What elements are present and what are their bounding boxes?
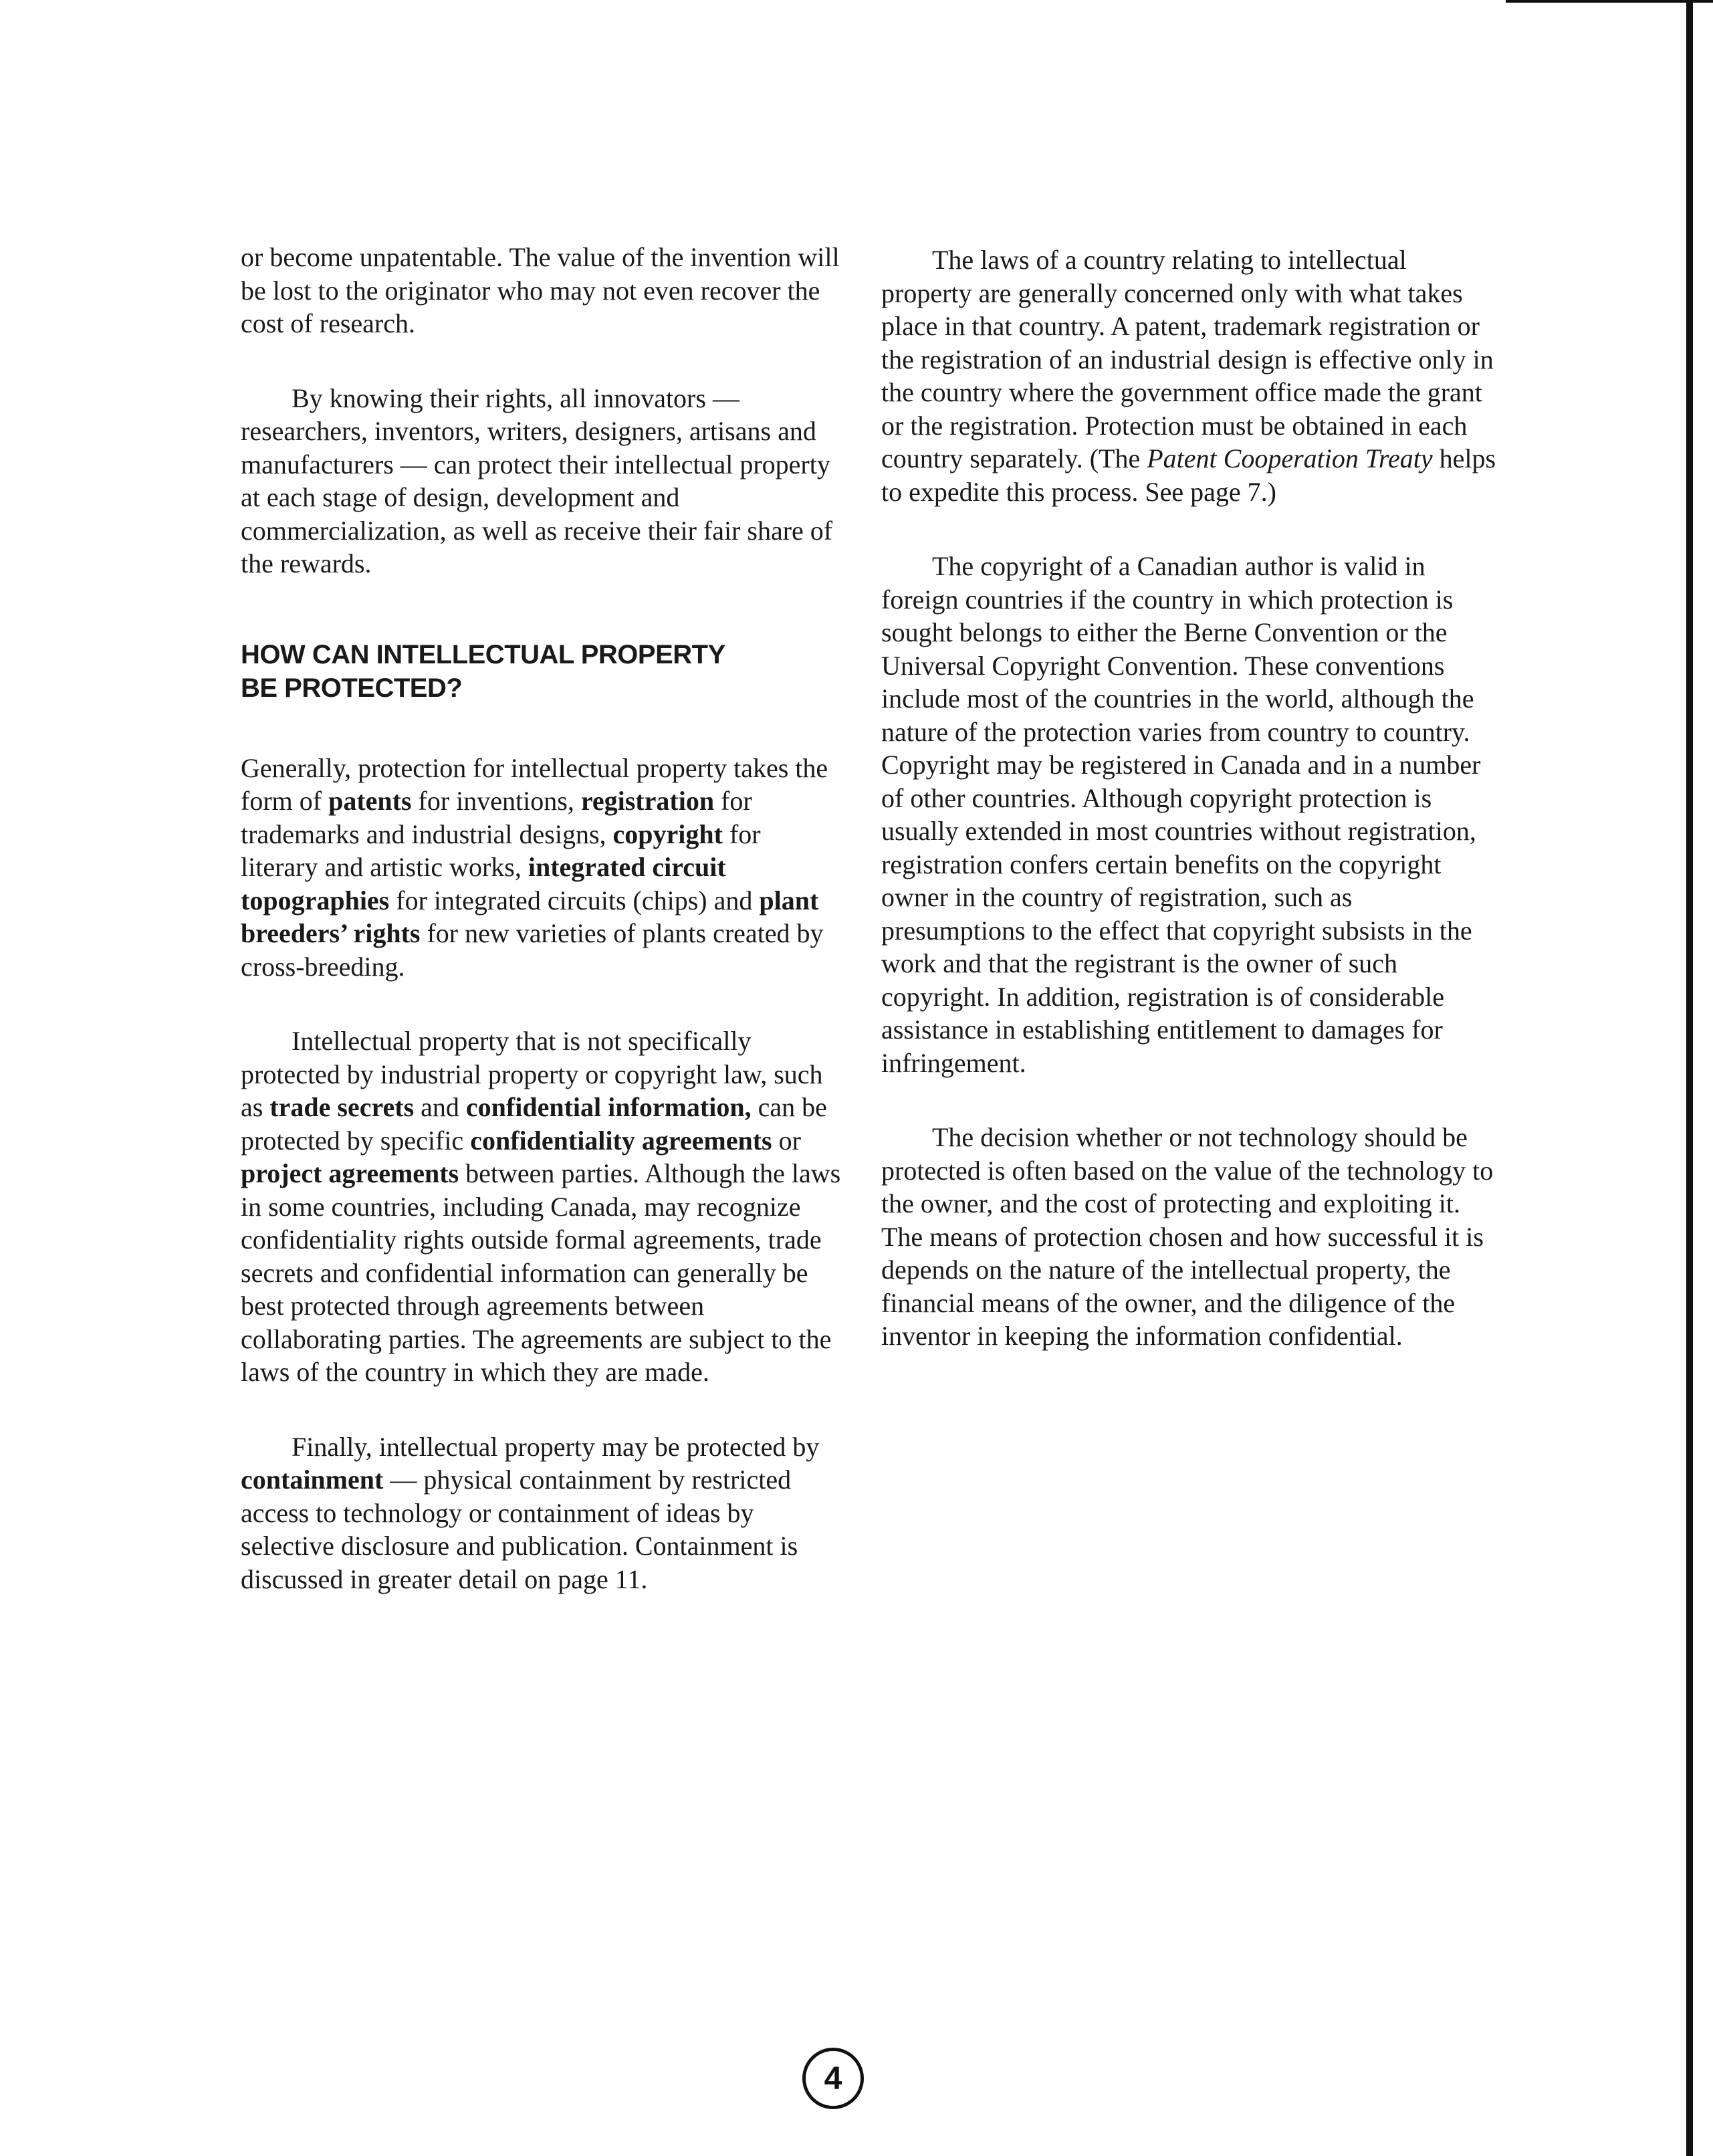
bold-term-confidential-information: confidential information, [465, 1092, 752, 1122]
bold-term-containment: containment [241, 1465, 384, 1495]
text-run: or [772, 1125, 801, 1156]
text-run: between parties. Although the laws in some countries, including Canada, may recognize confidentiality rights outside formal agreements, trade secrets and confidential information can generally be best protected through agreements between collaborating parties. The agreements are subject to the laws of the country in which they are made. [241, 1158, 841, 1387]
text-run: for new varieties of plants created by cross-breeding. [241, 918, 824, 982]
text-run: and [414, 1092, 466, 1122]
bold-term-integrated-circuit-topographies: integrated circuit topographies [241, 852, 726, 915]
left-paragraph-5 [241, 1430, 842, 1596]
bold-term-copyright: copyright [612, 819, 723, 849]
text-run: Finally, intellectual property may be protected by [292, 1431, 820, 1462]
right-paragraph-2: The copyright of a Canadian author is valid in foreign countries if the country in which protection is sought belongs to either the Berne Convention or the Universal Copyright Convention. These conventions include most of the countries in the world, although the nature of the protection varies from country to country. Copyright may be registered in Canada and in a number of other countries. Although copyright protection is usually extended in most countries without registration, registration confers certain benefits on the copyright owner in the country of registration, such as presumptions to the effect that copyright subsists in the work and that the registrant is the owner of such copyright. In addition, registration is of considerable assistance in establishing entitlement to damages for infringement. [881, 551, 1481, 1078]
bold-term-patents: patents [328, 786, 412, 816]
text-run: for trademarks and industrial designs, [241, 786, 752, 849]
text-run: for integrated circuits (chips) and [389, 885, 760, 915]
right-paragraph-3: The decision whether or not technology should be protected is often based on the value of the technology to the owner, and the cost of protecting and exploiting it. The means of protection chosen and how successful it is depends on the nature of the intellectual property, the financial means of the owner, and the diligence of the inventor in keeping the information confidential. [881, 1122, 1494, 1351]
bold-term-trade-secrets: trade secrets [269, 1092, 415, 1122]
left-paragraph-1: or become unpatentable. The value of the invention will be lost to the originator who may not even recover the cost of research. [241, 242, 840, 338]
text-run: Intellectual property that is not specifically protected by industrial property or copyright law, such as [241, 1026, 823, 1122]
text-run: — physical containment by restricted access to technology or containment of ideas by selective disclosure and publication. Containment is discussed in greater detail on page 11. [241, 1465, 798, 1594]
right-paragraph-1 [881, 243, 1496, 508]
left-column [241, 241, 842, 1637]
text-run: Generally, protection for intellectual property takes the form of [241, 752, 828, 816]
bold-term-plant-breeders-rights: plant breeders’ rights [241, 885, 819, 948]
bold-term-confidentiality-agreements: confidentiality agreements [470, 1125, 772, 1156]
section-heading: HOW CAN INTELLECTUAL PROPERTY BE PROTECTED? [241, 639, 725, 703]
text-run: helps to expedite this process. See page 7.) [881, 443, 1496, 507]
right-column [881, 243, 1496, 1394]
bold-term-registration: registration [580, 786, 715, 816]
left-paragraph-4 [241, 1025, 842, 1389]
text-run: The laws of a country relating to intellectual property are generally concerned only with what takes place in that country. A patent, trademark registration or the registration of an industrial design is effective only in the country where the government office made the grant or the registration. Protection must be obtained in each country separately. (The [881, 245, 1494, 473]
binding-edge-rule-top [1506, 0, 1713, 3]
bold-term-project-agreements: project agreements [241, 1158, 459, 1188]
binding-edge-rule [1686, 0, 1693, 2156]
left-paragraph-3 [241, 752, 842, 984]
text-run: for literary and artistic works, [241, 819, 761, 882]
italic-term-patent-cooperation-treaty: Patent Cooperation Treaty [1147, 443, 1433, 473]
page-number: 4 [802, 2048, 864, 2109]
text-run: for inventions, [411, 786, 581, 816]
left-paragraph-2: By knowing their rights, all innovators — researchers, inventors, writers, designers, artisans and manufacturers — can protect their intellectual property at each stage of design, development and commercialization, as well as receive their fair share of the rewards. [241, 383, 833, 578]
text-run: can be protected by specific [241, 1092, 827, 1156]
